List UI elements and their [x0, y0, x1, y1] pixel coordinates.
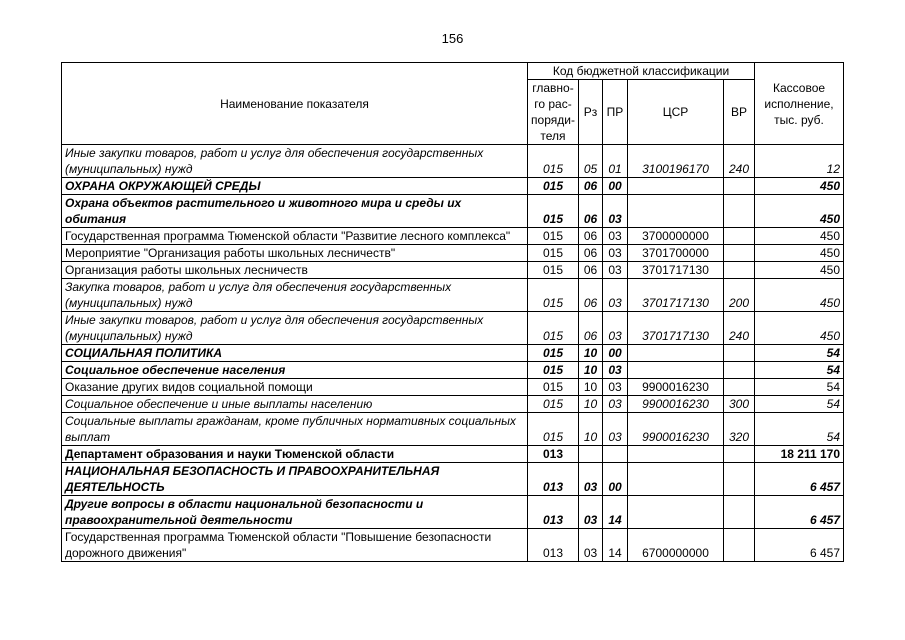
- cell-gl: 015: [528, 312, 579, 345]
- cell-amount: 450: [755, 178, 844, 195]
- cell-csr: 9900016230: [628, 413, 724, 446]
- cell-name: Социальное обеспечение населения: [62, 362, 528, 379]
- cell-name: Организация работы школьных лесничеств: [62, 262, 528, 279]
- cell-pr: 00: [603, 345, 628, 362]
- cell-amount: 54: [755, 379, 844, 396]
- cell-amount: 12: [755, 145, 844, 178]
- cell-name: ОХРАНА ОКРУЖАЮЩЕЙ СРЕДЫ: [62, 178, 528, 195]
- cell-amount: 450: [755, 262, 844, 279]
- header-vr: ВР: [724, 80, 755, 145]
- cell-vr: [724, 195, 755, 228]
- table-row: [62, 496, 844, 529]
- header-rz: Рз: [579, 80, 603, 145]
- cell-rz: 03: [579, 529, 603, 562]
- cell-rz: 03: [579, 496, 603, 529]
- cell-vr: [724, 345, 755, 362]
- cell-pr: 01: [603, 145, 628, 178]
- cell-csr: [628, 362, 724, 379]
- table-row: [62, 529, 844, 562]
- cell-amount: 6 457: [755, 529, 844, 562]
- cell-pr: 03: [603, 195, 628, 228]
- cell-name: Социальные выплаты гражданам, кроме публичных нормативных социальных выплат: [62, 413, 528, 446]
- cell-gl: 013: [528, 529, 579, 562]
- cell-amount: 450: [755, 312, 844, 345]
- cell-vr: [724, 245, 755, 262]
- header-name: Наименование показателя: [62, 63, 528, 145]
- cell-amount: 54: [755, 362, 844, 379]
- cell-csr: [628, 496, 724, 529]
- table-body: [62, 145, 844, 562]
- cell-csr: 3100196170: [628, 145, 724, 178]
- cell-pr: 14: [603, 496, 628, 529]
- cell-name: Социальное обеспечение и иные выплаты населению: [62, 396, 528, 413]
- cell-csr: [628, 345, 724, 362]
- header-csr: ЦСР: [628, 80, 724, 145]
- page-number: 156: [441, 31, 464, 46]
- cell-name: Другие вопросы в области национальной безопасности и правоохранительной деятельности: [62, 496, 528, 529]
- table-row: [62, 245, 844, 262]
- cell-csr: [628, 178, 724, 195]
- table-row: [62, 396, 844, 413]
- cell-rz: 06: [579, 279, 603, 312]
- cell-rz: 10: [579, 396, 603, 413]
- cell-vr: [724, 529, 755, 562]
- cell-name: Иные закупки товаров, работ и услуг для обеспечения государственных (муниципальных) нужд: [62, 312, 528, 345]
- cell-vr: 300: [724, 396, 755, 413]
- table-row: [62, 312, 844, 345]
- cell-gl: 013: [528, 496, 579, 529]
- cell-vr: [724, 262, 755, 279]
- cell-csr: [628, 446, 724, 463]
- cell-vr: [724, 228, 755, 245]
- cell-name: СОЦИАЛЬНАЯ ПОЛИТИКА: [62, 345, 528, 362]
- budget-table: [61, 62, 844, 562]
- cell-rz: 06: [579, 228, 603, 245]
- cell-csr: 9900016230: [628, 396, 724, 413]
- table-row: [62, 262, 844, 279]
- cell-pr: 03: [603, 379, 628, 396]
- cell-pr: 03: [603, 362, 628, 379]
- table-row: [62, 279, 844, 312]
- table-row: [62, 463, 844, 496]
- cell-gl: 015: [528, 345, 579, 362]
- cell-vr: [724, 379, 755, 396]
- cell-rz: 06: [579, 178, 603, 195]
- cell-gl: 015: [528, 228, 579, 245]
- cell-amount: 450: [755, 279, 844, 312]
- cell-gl: 015: [528, 145, 579, 178]
- cell-amount: 18 211 170: [755, 446, 844, 463]
- cell-gl: 015: [528, 362, 579, 379]
- cell-amount: 6 457: [755, 463, 844, 496]
- cell-vr: 320: [724, 413, 755, 446]
- cell-amount: 450: [755, 228, 844, 245]
- header-code-group: Код бюджетной классификации: [528, 63, 755, 80]
- cell-amount: 54: [755, 413, 844, 446]
- cell-name: Мероприятие "Организация работы школьных лесничеств": [62, 245, 528, 262]
- cell-csr: 9900016230: [628, 379, 724, 396]
- cell-vr: 240: [724, 145, 755, 178]
- cell-csr: [628, 463, 724, 496]
- cell-name: Государственная программа Тюменской области "Развитие лесного комплекса": [62, 228, 528, 245]
- cell-vr: [724, 178, 755, 195]
- table-row: [62, 178, 844, 195]
- cell-gl: 015: [528, 178, 579, 195]
- header-pr: ПР: [603, 80, 628, 145]
- cell-gl: 015: [528, 379, 579, 396]
- cell-gl: 015: [528, 279, 579, 312]
- cell-rz: 10: [579, 379, 603, 396]
- cell-csr: 3701717130: [628, 279, 724, 312]
- cell-pr: 00: [603, 178, 628, 195]
- cell-amount: 54: [755, 396, 844, 413]
- cell-vr: [724, 463, 755, 496]
- cell-name: Охрана объектов растительного и животного мира и среды их обитания: [62, 195, 528, 228]
- table-row: [62, 379, 844, 396]
- table-row: [62, 413, 844, 446]
- cell-amount: 54: [755, 345, 844, 362]
- cell-pr: 03: [603, 279, 628, 312]
- cell-vr: [724, 446, 755, 463]
- cell-vr: [724, 496, 755, 529]
- cell-rz: 10: [579, 362, 603, 379]
- cell-gl: 013: [528, 463, 579, 496]
- cell-csr: 3701700000: [628, 245, 724, 262]
- cell-csr: 3701717130: [628, 312, 724, 345]
- cell-vr: 240: [724, 312, 755, 345]
- cell-rz: 06: [579, 312, 603, 345]
- cell-pr: 03: [603, 262, 628, 279]
- table-row: [62, 446, 844, 463]
- cell-vr: [724, 362, 755, 379]
- cell-csr: [628, 195, 724, 228]
- table-row: [62, 145, 844, 178]
- cell-name: Оказание других видов социальной помощи: [62, 379, 528, 396]
- cell-gl: 015: [528, 195, 579, 228]
- header-gl: главно-го рас-поряди-теля: [528, 80, 579, 145]
- cell-rz: 10: [579, 413, 603, 446]
- cell-rz: 06: [579, 245, 603, 262]
- cell-gl: 015: [528, 413, 579, 446]
- cell-pr: [603, 446, 628, 463]
- cell-rz: 03: [579, 463, 603, 496]
- cell-name: Иные закупки товаров, работ и услуг для обеспечения государственных (муниципальных) нужд: [62, 145, 528, 178]
- cell-amount: 450: [755, 195, 844, 228]
- table-row: [62, 195, 844, 228]
- cell-pr: 03: [603, 312, 628, 345]
- cell-gl: 013: [528, 446, 579, 463]
- cell-gl: 015: [528, 245, 579, 262]
- cell-vr: 200: [724, 279, 755, 312]
- cell-name: НАЦИОНАЛЬНАЯ БЕЗОПАСНОСТЬ И ПРАВООХРАНИТЕЛЬНАЯ ДЕЯТЕЛЬНОСТЬ: [62, 463, 528, 496]
- cell-gl: 015: [528, 262, 579, 279]
- cell-amount: 450: [755, 245, 844, 262]
- table-row: [62, 228, 844, 245]
- cell-gl: 015: [528, 396, 579, 413]
- cell-name: Государственная программа Тюменской области "Повышение безопасности дорожного движения": [62, 529, 528, 562]
- cell-rz: 06: [579, 195, 603, 228]
- cell-rz: 10: [579, 345, 603, 362]
- table-row: [62, 362, 844, 379]
- cell-csr: 3701717130: [628, 262, 724, 279]
- cell-pr: 00: [603, 463, 628, 496]
- cell-pr: 03: [603, 228, 628, 245]
- cell-name: Департамент образования и науки Тюменской области: [62, 446, 528, 463]
- cell-name: Закупка товаров, работ и услуг для обеспечения государственных (муниципальных) нужд: [62, 279, 528, 312]
- cell-rz: 05: [579, 145, 603, 178]
- cell-rz: 06: [579, 262, 603, 279]
- table-row: [62, 345, 844, 362]
- cell-pr: 03: [603, 413, 628, 446]
- cell-pr: 03: [603, 396, 628, 413]
- cell-pr: 03: [603, 245, 628, 262]
- cell-rz: [579, 446, 603, 463]
- cell-csr: 3700000000: [628, 228, 724, 245]
- cell-csr: 6700000000: [628, 529, 724, 562]
- cell-amount: 6 457: [755, 496, 844, 529]
- cell-pr: 14: [603, 529, 628, 562]
- header-amount: Кассовое исполнение, тыс. руб.: [755, 63, 844, 145]
